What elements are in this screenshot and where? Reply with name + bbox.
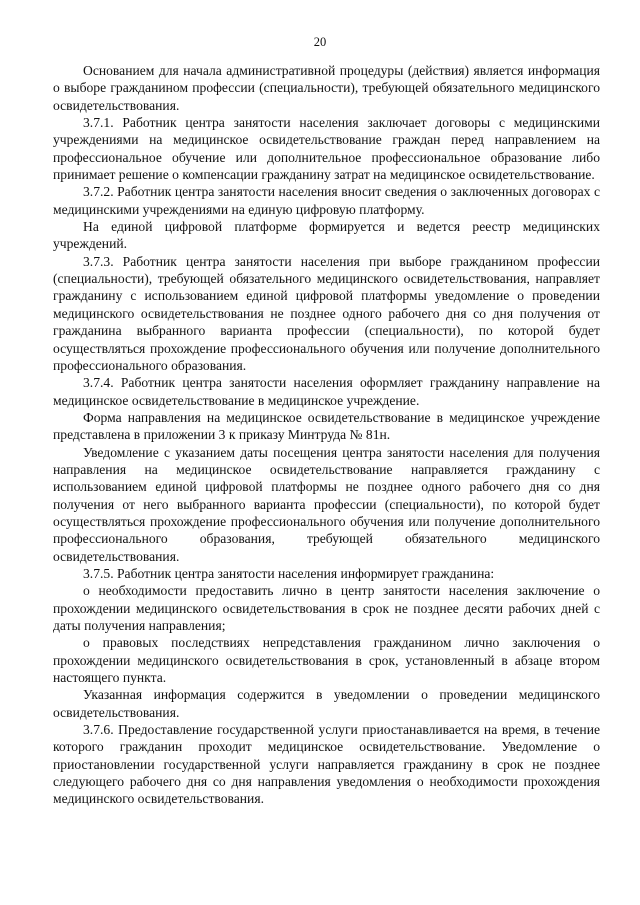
paragraph-3-7-5: 3.7.5. Работник центра занятости населения информирует гражданина: [83, 565, 495, 581]
paragraph-3-7-6: 3.7.6. Предоставление государственной услуги приостанавливается на время, в течение которого гражданин проходит медицинское освидетельствование. Уведомление о приостановлении государственной услуги направляется гражданину в срок не позднее следующего рабочего дня со дня направления уведомления о необходимости прохождения медицинского освидетельствования. [53, 722, 600, 807]
paragraph-obligation: о необходимости предоставить лично в центр занятости населения заключение о прохождении медицинского освидетельствования в срок не позднее десяти рабочих дней с даты получения направления; [53, 583, 600, 633]
paragraph-referral-form: Форма направления на медицинское освидетельствование в медицинское учреждение представлена в приложении 3 к приказу Минтруда № 81н. [53, 409, 600, 443]
paragraph-consequences: о правовых последствиях непредставления гражданином лично заключения о прохождении медицинского освидетельствования в срок, установленный в абзаце втором настоящего пункта. [53, 635, 600, 686]
paragraph-basis: Основанием для начала административной процедуры (действия) является информация о выборе гражданином профессии (специальности), требующей обязательного медицинского освидетельствования. [53, 63, 600, 113]
paragraph-notification: Уведомление с указанием даты посещения центра занятости населения для получения направления на медицинское освидетельствование направляется гражданину с использованием единой цифровой платформы не позднее одного рабочего дня со дня получения от него выбранного варианта профессии (специальности), по которой будет осуществляться прохождение профессионального обучения или получение дополнительного профессионального образования, требующей обязательного медицинского освидетельствования. [53, 444, 600, 564]
paragraph-3-7-1: 3.7.1. Работник центра занятости населения заключает договоры с медицинскими учреждениями на медицинское освидетельствование граждан перед направлением на профессиональное обучение или дополнительное профессиональное образование либо принимает решение о компенсации гражданину затрат на медицинское освидетельствование. [53, 115, 600, 183]
paragraph-info-location: Указанная информация содержится в уведомлении о проведении медицинского освидетельствования. [53, 687, 600, 720]
paragraph-3-7-4: 3.7.4. Работник центра занятости населения оформляет гражданину направление на медицинское освидетельствование в медицинское учреждение. [53, 375, 600, 408]
paragraph-registry: На единой цифровой платформе формируется и ведется реестр медицинских учреждений. [53, 219, 600, 252]
page-number: 20 [313, 35, 327, 49]
paragraph-3-7-2: 3.7.2. Работник центра занятости населения вносит сведения о заключенных договорах с медицинскими учреждениями на единую цифровую платформу. [53, 184, 600, 217]
paragraph-3-7-3: 3.7.3. Работник центра занятости населения при выборе гражданином профессии (специальности), требующей обязательного медицинского освидетельствования, направляет гражданину с использованием единой цифровой платформы уведомление о проведении медицинского освидетельствования не позднее одного рабочего дня со дня получения от гражданина выбранного варианта профессии (специальности), по которой будет осуществляться прохождение профессионального обучения или получение дополнительного профессионального образования. [53, 253, 600, 373]
document-body [53, 62, 600, 808]
